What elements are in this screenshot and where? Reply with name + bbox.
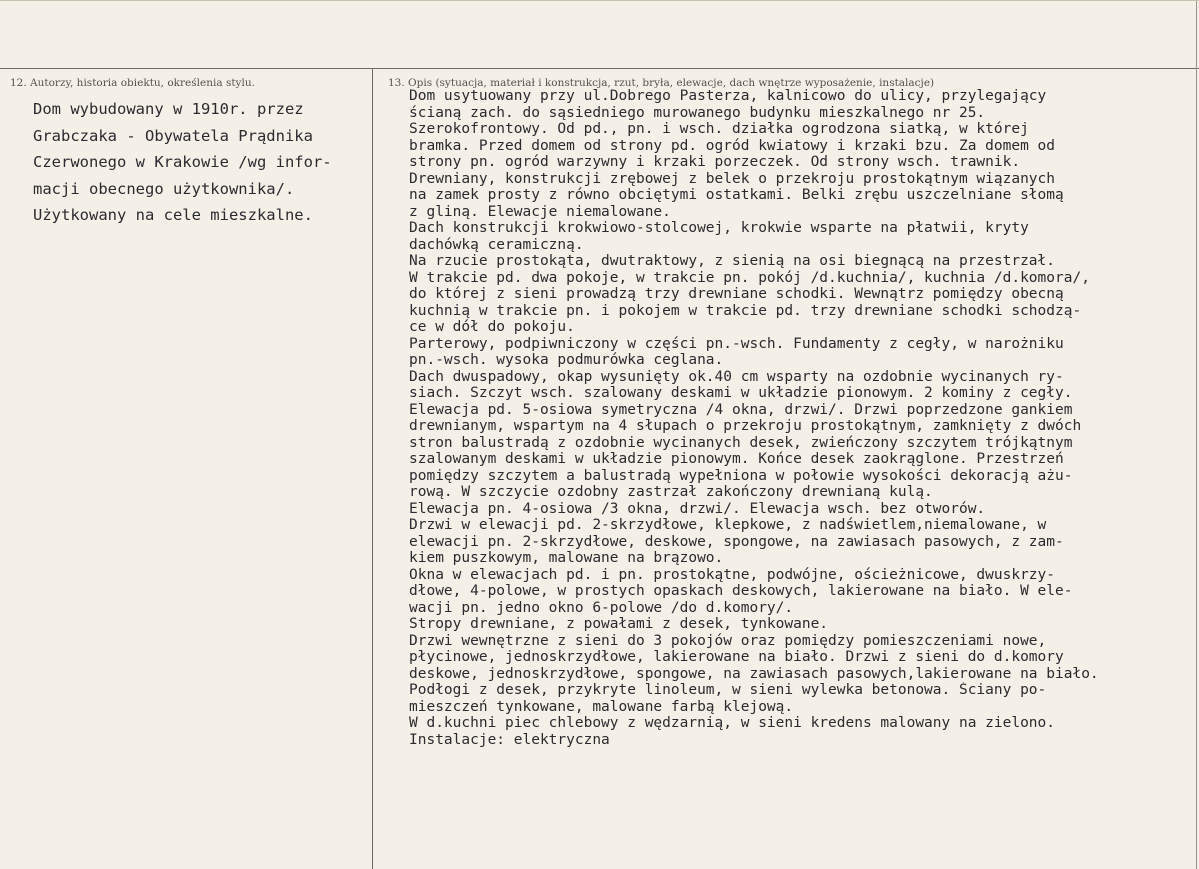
history-text — [33, 96, 363, 229]
text-line: ce w dół do pokoju. — [409, 319, 575, 335]
text-line: wacji pn. jedno okno 6-polowe /do d.komory/. — [409, 599, 794, 616]
text-line: Dom usytuowany przy ul.Dobrego Pasterza, kalnicowo do ulicy, przylegający — [409, 88, 1047, 104]
column-divider — [372, 68, 373, 869]
text-line: siach. Szczyt wsch. szalowany deskami w układzie pionowym. 2 kominy z cegły. — [409, 385, 1073, 401]
text-line: pomiędzy szczytem a balustradą wypełniona w połowie wysokości dekoracją ażu- — [409, 467, 1073, 484]
text-line: bramka. Przed domem od strony pd. ogród kwiatowy i krzaki bzu. Za domem od — [409, 137, 1056, 154]
text-line: Instalacje: elektryczna — [409, 731, 610, 748]
text-line: Okna w elewacjach pd. i pn. prostokątne, podwójne, ościeżnicowe, dwuskrzy- — [409, 566, 1056, 583]
text-line: kiem puszkowym, malowane na brązowo. — [409, 550, 724, 566]
text-line: Elewacja pd. 5-osiowa symetryczna /4 okna, drzwi/. Drzwi poprzedzone gankiem — [409, 401, 1073, 418]
text-line: na zamek prosty z równo obciętymi ostatkami. Belki zrębu uszczelniane słomą — [409, 187, 1064, 203]
text-line: dachówką ceramiczną. — [409, 236, 584, 253]
text-line: ścianą zach. do sąsiedniego murowanego budynku mieszkalnego nr 25. — [409, 104, 986, 121]
text-line: Podłogi z desek, przykryte linoleum, w sieni wylewka betonowa. Ściany po- — [409, 682, 1047, 698]
text-line: z gliną. Elewacje niemalowane. — [409, 203, 671, 220]
description-text — [409, 88, 1199, 748]
text-line: Grabczaka - Obywatela Prądnika — [33, 126, 313, 145]
text-line: stron balustradą z ozdobnie wycinanych desek, zwieńczony szczytem trójkątnym — [409, 434, 1073, 451]
text-line: mieszczeń tynkowane, malowane farbą klejową. — [409, 698, 794, 715]
text-line: drewnianym, wspartym na 4 słupach o przekroju prostokątnym, zamknięty z dwóch — [409, 418, 1082, 434]
text-line: Użytkowany na cele mieszkalne. — [33, 206, 313, 224]
header-divider — [0, 68, 1199, 69]
text-line: szalowanym deskami w układzie pionowym. Końce desek zaokrąglone. Przestrzeń — [409, 451, 1064, 467]
text-line: Drewniany, konstrukcji zrębowej z belek o przekroju prostokątnym wiązanych — [409, 170, 1056, 187]
text-line: pn.-wsch. wysoka podmurówka ceglana. — [409, 352, 724, 368]
section-12-header: 12. Autorzy, historia obiektu, określenia stylu. — [10, 77, 255, 89]
text-line: rową. W szczycie ozdobny zastrzał zakończony drewnianą kulą. — [409, 484, 933, 500]
text-line: Na rzucie prostokąta, dwutraktowy, z sienią na osi biegnącą na przestrzał. — [409, 253, 1056, 269]
text-line: W d.kuchni piec chlebowy z wędzarnią, w sieni kredens malowany na zielono. — [409, 715, 1056, 731]
text-line: płycinowe, jednoskrzydłowe, lakierowane na biało. Drzwi z sieni do d.komory — [409, 649, 1064, 665]
text-line: Dom wybudowany w 1910r. przez — [33, 100, 304, 118]
text-line: do której z sieni prowadzą trzy drewniane schodki. Wewnątrz pomiędzy obecną — [409, 286, 1064, 302]
section-13-header: 13. Opis (sytuacja, materiał i konstrukcja, rzut, bryła, elewacje, dach wnętrze wyposażenie, instalacje) — [388, 77, 935, 89]
text-line: Parterowy, podpiwniczony w części pn.-wsch. Fundamenty z cegły, w narożniku — [409, 335, 1064, 352]
text-line: W trakcie pd. dwa pokoje, w trakcie pn. pokój /d.kuchnia/, kuchnia /d.komora/, — [409, 269, 1090, 286]
text-line: dłowe, 4-polowe, w prostych opaskach deskowych, lakierowane na biało. W ele- — [409, 583, 1073, 599]
text-line: elewacji pn. 2-skrzydłowe, deskowe, spongowe, na zawiasach pasowych, z zam- — [409, 533, 1064, 550]
text-line: Dach dwuspadowy, okap wysunięty ok.40 cm wsparty na ozdobnie wycinanych ry- — [409, 368, 1064, 385]
text-line: Drzwi w elewacji pd. 2-skrzydłowe, klepkowe, z nadświetlem,niemalowane, w — [409, 517, 1047, 533]
text-line: Czerwonego w Krakowie /wg infor- — [33, 153, 332, 171]
text-line: Stropy drewniane, z powałami z desek, tynkowane. — [409, 616, 829, 632]
text-line: Dach konstrukcji krokwiowo-stolcowej, krokwie wsparte na płatwii, kryty — [409, 220, 1029, 236]
text-line: Drzwi wewnętrzne z sieni do 3 pokojów oraz pomiędzy pomieszczeniami nowe, — [409, 632, 1047, 649]
text-line: Szerokofrontowy. Od pd., pn. i wsch. działka ogrodzona siatką, w której — [409, 121, 1029, 137]
text-line: strony pn. ogród warzywny i krzaki porzeczek. Od strony wsch. trawnik. — [409, 154, 1021, 170]
text-line: Elewacja pn. 4-osiowa /3 okna, drzwi/. Elewacja wsch. bez otworów. — [409, 500, 986, 517]
text-line: macji obecnego użytkownika/. — [33, 179, 295, 198]
text-line: deskowe, jednoskrzydłowe, spongowe, na zawiasach pasowych,lakierowane na biało. — [409, 665, 1099, 682]
text-line: kuchnią w trakcie pn. i pokojem w trakcie pd. trzy drewniane schodki schodzą- — [409, 302, 1082, 319]
